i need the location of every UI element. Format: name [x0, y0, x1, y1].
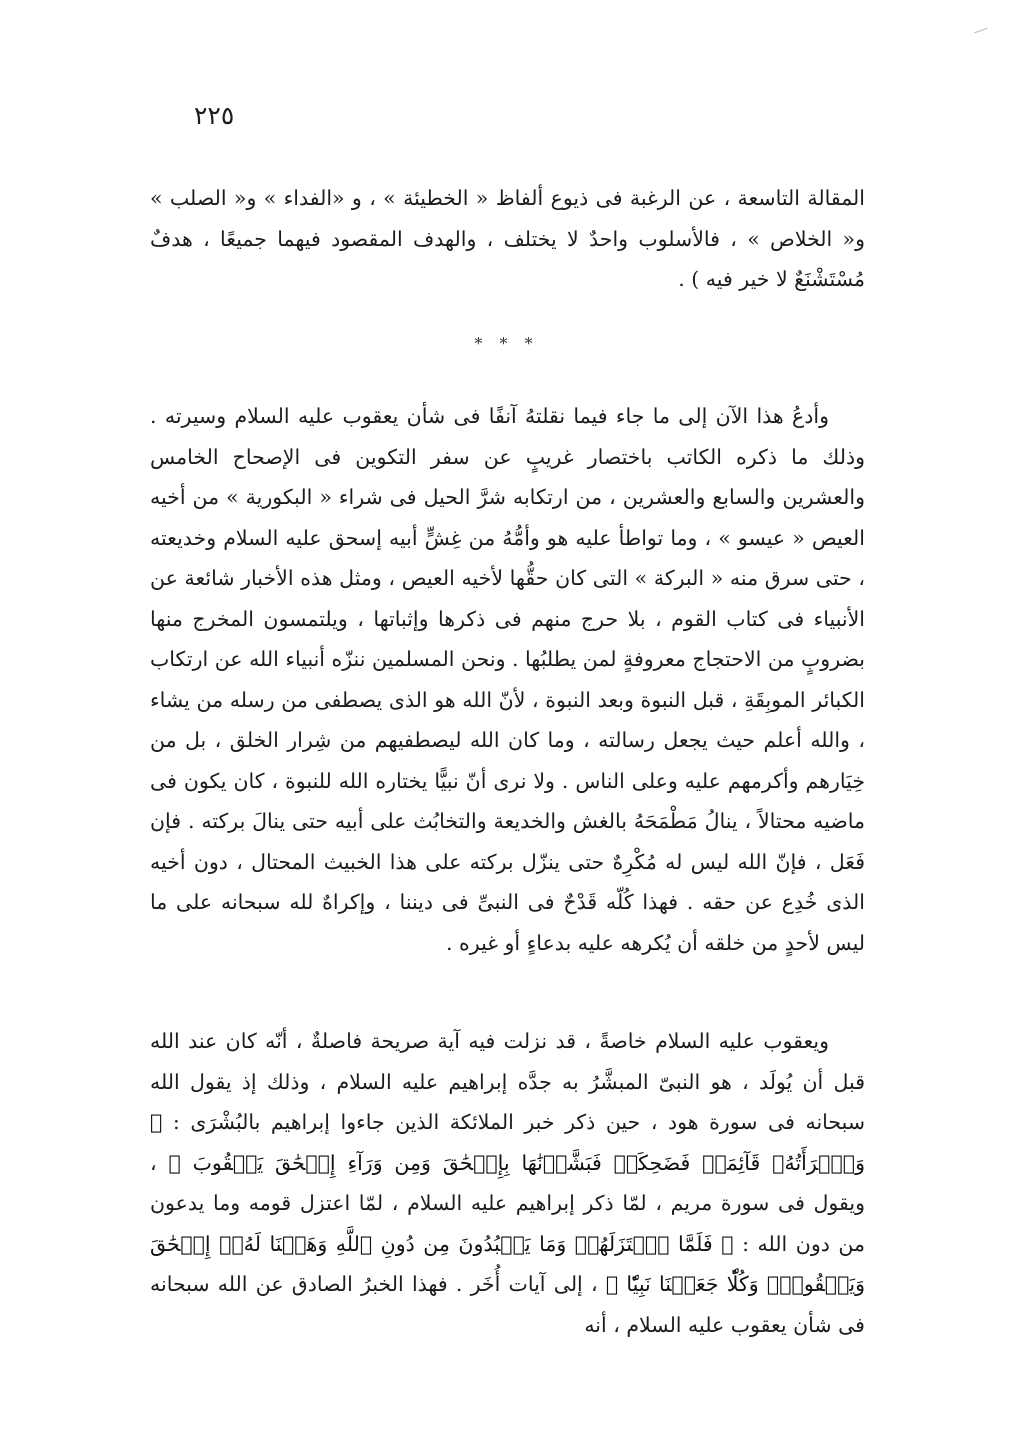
page-number: ٢٢٥	[194, 101, 235, 130]
intro-paragraph	[150, 178, 865, 300]
quran-verse-maryam: ﴿ فَلَمَّا ٱعۡتَزَلَهُمۡ وَمَا يَعۡبُدُونَ مِن دُونِ ٱللَّهِ وَهَبۡنَا لَهُۥٓ إِسۡحَٰقَ وَيَعۡقُوبَۖ وَكُلّٗا جَعَلۡنَا نَبِيّٗا ﴾	[150, 1231, 865, 1296]
main-paragraph	[150, 396, 865, 963]
scan-mark	[974, 28, 987, 34]
yaqub-paragraph	[150, 1021, 865, 1345]
yaqub-text	[150, 1021, 865, 1345]
yaqub-text-part3: ، إلى آيات أُخَر . فهذا الخبرُ الصادق عن الله سبحانه فى شأن يعقوب عليه السلام ، أنه	[150, 1272, 865, 1337]
main-text: وأدعُ هذا الآن إلى ما جاء فيما نقلتهُ آنفًا فى شأن يعقوب عليه السلام وسيرته . وذلك ما ذكره الكاتب باختصار غريبٍ عن سفر التكوين فى الإصحاح الخامس والعشرين والسابع والعشرين ، من ارتكابه شرَّ الحيل فى شراء « البكورية » من أخيه العيص « عيسو » ، وما تواطأ عليه هو وأمُّهُ من غِشٍّ أبيه إسحق عليه السلام وخديعته ، حتى سرق منه « البركة » التى كان حقُّها لأخيه العيص ، ومثل هذه الأخبار شائعة عن الأنبياء فى كتاب القوم ، بلا حرج منهم فى ذكرها وإثباتها ، ويلتمسون المخرج منها بضروبٍ من الاحتجاج معروفةٍ لمن يطلبُها . ونحن المسلمين ننزّه أنبياء الله عن ارتكاب الكبائر الموبِقَةِ ، قبل النبوة وبعد النبوة ، لأنّ الله هو الذى يصطفى من رسله من يشاء ، والله أعلم حيث يجعل رسالته ، وما كان الله ليصطفيهم من شِرار الخلق ، بل من خِيَارهم وأكرمهم عليه وعلى الناس . ولا نرى أنّ نبيًّا يختاره الله للنبوة ، كان يكون فى ماضيه محتالاً ، ينالُ مَطْمَحَهُ بالغش والخديعة والتخابُث على أبيه حتى ينالَ بركته . فإن فَعَل ، فإنّ الله ليس له مُكْرِهٌ حتى ينزّل بركته على هذا الخبيث المحتال ، دون أخيه الذى خُدِع عن حقه . فهذا كُلّه قَدْحٌ فى النبىِّ فى ديننا ، وإكراهٌ لله سبحانه على ما ليس لأحدٍ من خلقه أن يُكرهه عليه بدعاءٍ أو غيره .	[150, 404, 865, 955]
section-divider: * * *	[474, 334, 539, 353]
yaqub-text-part1: ويعقوب عليه السلام خاصةً ، قد نزلت فيه آية صريحة فاصلةٌ ، أنّه كان عند الله قبل أن يُولَد ، هو النبىّ المبشَّرُ به جدَّه إبراهيم عليه السلام ، وذلك إذ يقول الله سبحانه فى سورة هود ، حين ذكر خبر الملائكة الذين جاءوا إبراهيم بالبُشْرَى :	[150, 1029, 865, 1134]
yaqub-text-part2: ، ويقول فى سورة مريم ، لمّا ذكر إبراهيم عليه السلام ، لمّا اعتزل قومه وما يدعون من دون الله :	[150, 1150, 865, 1256]
quran-verse-hud: ﴿ وَٱمۡرَأَتُهُۥ قَآئِمَةٞ فَضَحِكَتۡ فَبَشَّرۡنَٰهَا بِإِسۡحَٰقَ وَمِن وَرَآءِ إِسۡحَٰقَ يَعۡقُوبَ ﴾	[150, 1110, 865, 1175]
intro-text: المقالة التاسعة ، عن الرغبة فى ذيوع ألفاظ « الخطيئة » ، و «الفداء » و« الصلب » و« الخلاص » ، فالأسلوب واحدٌ لا يختلف ، والهدف المقصود فيهما جميعًا ، هدفٌ مُسْتَشْنَعٌ لا خير فيه ) .	[150, 186, 865, 291]
